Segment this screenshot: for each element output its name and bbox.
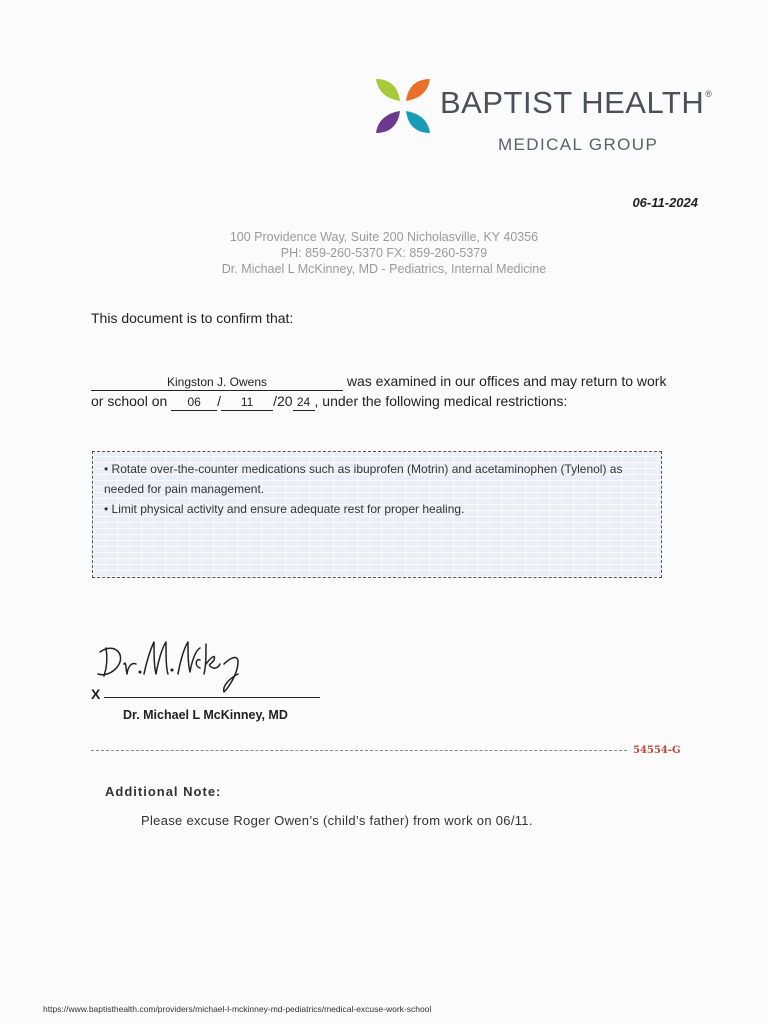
- footer-url: https://www.baptisthealth.com/providers/michael-l-mckinney-md-pediatrics/medical-excuse-work-school: [43, 1004, 432, 1014]
- clinic-phone-fax: PH: 859-260-5370 FX: 859-260-5379: [280, 246, 488, 260]
- baptist-health-logo-icon: [374, 77, 432, 135]
- clinic-address: 100 Providence Way, Suite 200 Nicholasville, KY 40356: [229, 230, 539, 244]
- signer-name: Dr. Michael L McKinney, MD: [123, 708, 288, 722]
- handwritten-signature: [96, 634, 256, 694]
- restrictions-box: [92, 451, 662, 578]
- restriction-item: • Limit physical activity and ensure adequate rest for proper healing.: [104, 502, 465, 516]
- additional-note-text: Please excuse Roger Owen’s (child’s father) from work on 06/11.: [141, 813, 533, 828]
- month-field: 06: [171, 395, 217, 411]
- restriction-item: • Rotate over-the-counter medications such as ibuprofen (Motrin) and acetaminophen (Tylenol) as needed for pain management.: [104, 462, 623, 496]
- school-on-text: or school on: [91, 393, 168, 409]
- date-slash: /: [217, 393, 222, 409]
- year-field: 24: [293, 395, 315, 411]
- baptist-health-logo: [374, 77, 734, 157]
- registered-mark: ®: [705, 89, 713, 99]
- signature-x-mark: X: [91, 686, 101, 702]
- dashed-separator: [91, 750, 627, 751]
- patient-line: [91, 373, 666, 391]
- signature-line: [104, 697, 320, 698]
- return-date-line: [91, 393, 567, 411]
- logo-subtitle: MEDICAL GROUP: [498, 135, 659, 154]
- document-date: 06-11-2024: [632, 195, 698, 210]
- patient-name-field: Kingston J. Owens: [91, 375, 343, 391]
- additional-note-label: Additional Note:: [105, 784, 222, 799]
- clinic-provider: Dr. Michael L McKinney, MD - Pediatrics, Internal Medicine: [221, 262, 547, 276]
- examined-text: was examined in our offices and may return to work: [346, 373, 667, 389]
- clinic-header: [0, 229, 768, 277]
- restrictions-intro: , under the following medical restrictions:: [314, 393, 568, 409]
- year-prefix: /20: [273, 393, 293, 409]
- confirm-text: This document is to confirm that:: [91, 310, 294, 326]
- document-code: 54554-G: [633, 745, 681, 756]
- day-field: 11: [221, 395, 273, 411]
- logo-name: BAPTIST HEALTH®: [440, 85, 713, 120]
